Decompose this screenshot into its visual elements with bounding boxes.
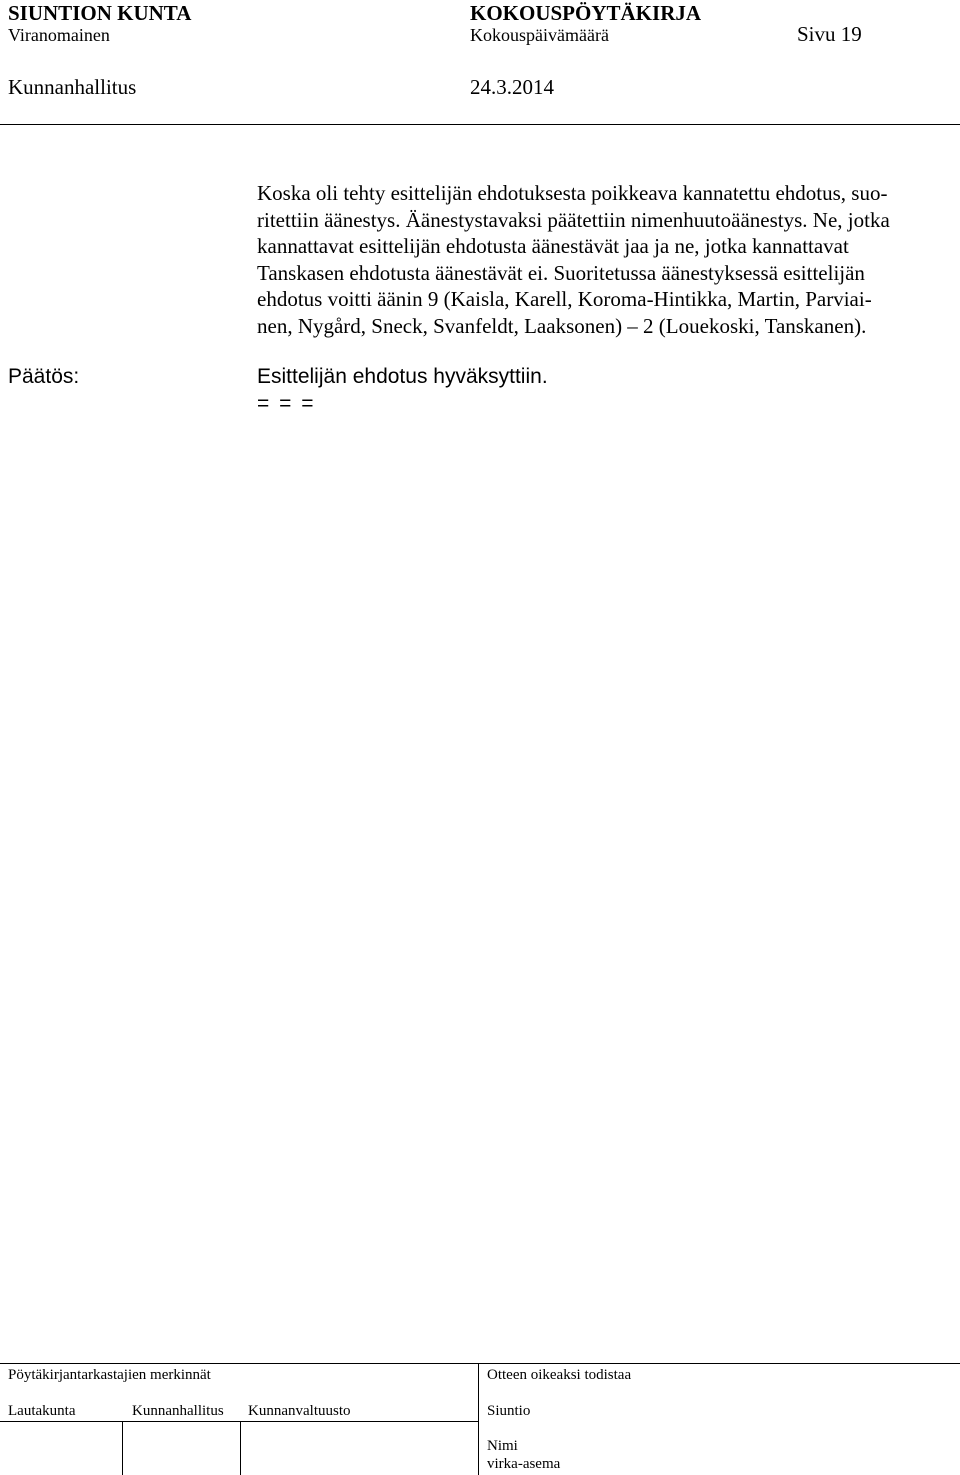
decision-label: Päätös:: [8, 365, 80, 388]
organization-name: SIUNTION KUNTA: [8, 1, 192, 25]
document-type: KOKOUSPÖYTÄKIRJA: [470, 1, 702, 25]
footer-column-kunnanvaltuusto: Kunnanvaltuusto: [248, 1403, 351, 1419]
name-label: Nimi: [487, 1438, 518, 1454]
reviewers-heading: Pöytäkirjantarkastajien merkinnät: [8, 1367, 211, 1383]
certified-place: Siuntio: [487, 1403, 531, 1419]
page-number: Sivu 19: [797, 22, 862, 46]
meeting-date-label: Kokouspäivämäärä: [470, 25, 609, 45]
footer-column-kunnanhallitus: Kunnanhallitus: [132, 1403, 224, 1419]
footer-signature-rule: [0, 1421, 478, 1422]
authority-label: Viranomainen: [8, 25, 110, 45]
paragraph-line: Koska oli tehty esittelijän ehdotuksesta poikkeava kannatettu ehdotus, suo-: [257, 181, 888, 205]
certified-heading: Otteen oikeaksi todistaa: [487, 1367, 632, 1383]
decision-text: Esittelijän ehdotus hyväksyttiin.: [257, 365, 548, 388]
paragraph-line: nen, Nygård, Sneck, Svanfeldt, Laaksonen) – 2 (Louekoski, Tanskanen).: [257, 313, 867, 338]
end-mark: = = =: [257, 392, 316, 415]
footer-signature-divider-1: [122, 1421, 123, 1475]
header-divider: [0, 124, 960, 125]
footer-signature-divider-2: [240, 1421, 241, 1475]
minutes-paragraph: [257, 180, 937, 339]
footer-top-rule: [0, 1363, 960, 1364]
meeting-date: 24.3.2014: [470, 75, 554, 99]
paragraph-line: Tanskasen ehdotusta äänestävät ei. Suoritetussa äänestyksessä esittelijän: [257, 260, 865, 285]
paragraph-line: ritettiin äänestys. Äänestystavaksi päätettiin nimenhuutoäänestys. Ne, jotka: [257, 207, 890, 232]
paragraph-line: kannattavat esittelijän ehdotusta äänestävät jaa ja ne, jotka kannattavat: [257, 234, 849, 258]
footer-column-lautakunta: Lautakunta: [8, 1403, 76, 1419]
paragraph-line: ehdotus voitti äänin 9 (Kaisla, Karell, Koroma-Hintikka, Martin, Parviai-: [257, 287, 872, 311]
footer-column-divider: [478, 1363, 479, 1475]
authority-name: Kunnanhallitus: [8, 75, 137, 99]
position-label: virka-asema: [487, 1456, 561, 1472]
